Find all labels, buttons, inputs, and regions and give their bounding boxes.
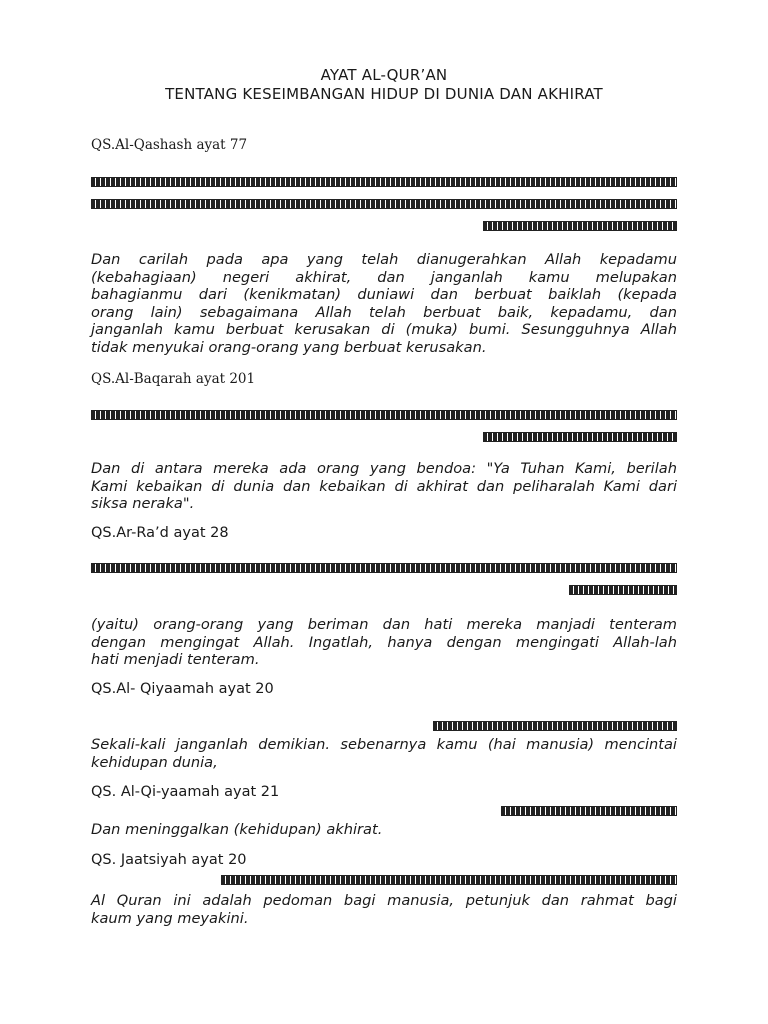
arabic-verse-jaatsiyah-20 bbox=[91, 868, 677, 890]
translation-line: siksa neraka". bbox=[91, 495, 195, 512]
document-title-line-2: TENTANG KESEIMBANGAN HIDUP DI DUNIA DAN AKHIRAT bbox=[165, 85, 603, 103]
translation-line: hati menjadi tenteram. bbox=[91, 651, 260, 668]
translation-line: kaum yang meyakini. bbox=[91, 909, 249, 927]
translation-line: Sekali-kali janganlah demikian. sebenarnya kamu (hai manusia) mencintai bbox=[91, 736, 677, 753]
translation-line: tidak menyukai orang-orang yang berbuat kerusakan. bbox=[91, 338, 487, 356]
arabic-verse-qiyaamah-21 bbox=[91, 799, 677, 821]
translation-jaatsiyah-20 bbox=[91, 892, 677, 927]
translation-line: bahagianmu dari (kenikmatan) duniawi dan berbuat baiklah (kepada bbox=[91, 286, 677, 303]
verse-reference-rad-28: QS.Ar-Ra’d ayat 28 bbox=[91, 525, 229, 541]
translation-line: Dan di antara mereka ada orang yang bendoa: "Ya Tuhan Kami, berilah bbox=[91, 460, 677, 477]
translation-qiyaamah-20 bbox=[91, 736, 677, 771]
verse-reference-qiyaamah-20: QS.Al- Qiyaamah ayat 20 bbox=[91, 681, 274, 697]
arabic-verse-qiyaamah-20 bbox=[91, 714, 677, 736]
translation-line: Kami kebaikan di dunia dan kebaikan di akhirat dan peliharalah Kami dari bbox=[91, 477, 677, 495]
translation-line: Dan carilah pada apa yang telah dianugerahkan Allah kepadamu bbox=[91, 251, 677, 268]
document-title-line-1: AYAT AL-QUR’AN bbox=[320, 66, 448, 84]
translation-qashash-77 bbox=[91, 251, 677, 356]
translation-line: kehidupan dunia, bbox=[91, 753, 218, 771]
translation-line: Al Quran ini adalah pedoman bagi manusia, petunjuk dan rahmat bagi bbox=[91, 892, 677, 909]
arabic-verse-qashash-77 bbox=[91, 170, 677, 236]
translation-line: Dan meninggalkan (kehidupan) akhirat. bbox=[91, 821, 383, 838]
verse-reference-jaatsiyah-20: QS. Jaatsiyah ayat 20 bbox=[91, 852, 247, 868]
translation-line: orang lain) sebagaimana Allah telah berbuat baik, kepadamu, dan bbox=[91, 303, 677, 321]
translation-line: (kebahagiaan) negeri akhirat, dan janganlah kamu melupakan bbox=[91, 268, 677, 286]
arabic-verse-rad-28 bbox=[91, 556, 677, 600]
verse-reference-qashash-77: QS.Al-Qashash ayat 77 bbox=[91, 137, 248, 153]
verse-reference-baqarah-201: QS.Al-Baqarah ayat 201 bbox=[91, 371, 256, 387]
translation-baqarah-201 bbox=[91, 460, 677, 513]
translation-line: janganlah kamu berbuat kerusakan di (muka) bumi. Sesungguhnya Allah bbox=[91, 321, 677, 338]
arabic-verse-baqarah-201 bbox=[91, 403, 677, 447]
verse-reference-qiyaamah-21: QS. Al-Qi-yaamah ayat 21 bbox=[91, 784, 280, 800]
translation-line: dengan mengingat Allah. Ingatlah, hanya dengan mengingati Allah-lah bbox=[91, 633, 677, 651]
translation-rad-28 bbox=[91, 616, 677, 669]
translation-qiyaamah-21 bbox=[91, 821, 677, 839]
translation-line: (yaitu) orang-orang yang beriman dan hati mereka manjadi tenteram bbox=[91, 616, 677, 633]
